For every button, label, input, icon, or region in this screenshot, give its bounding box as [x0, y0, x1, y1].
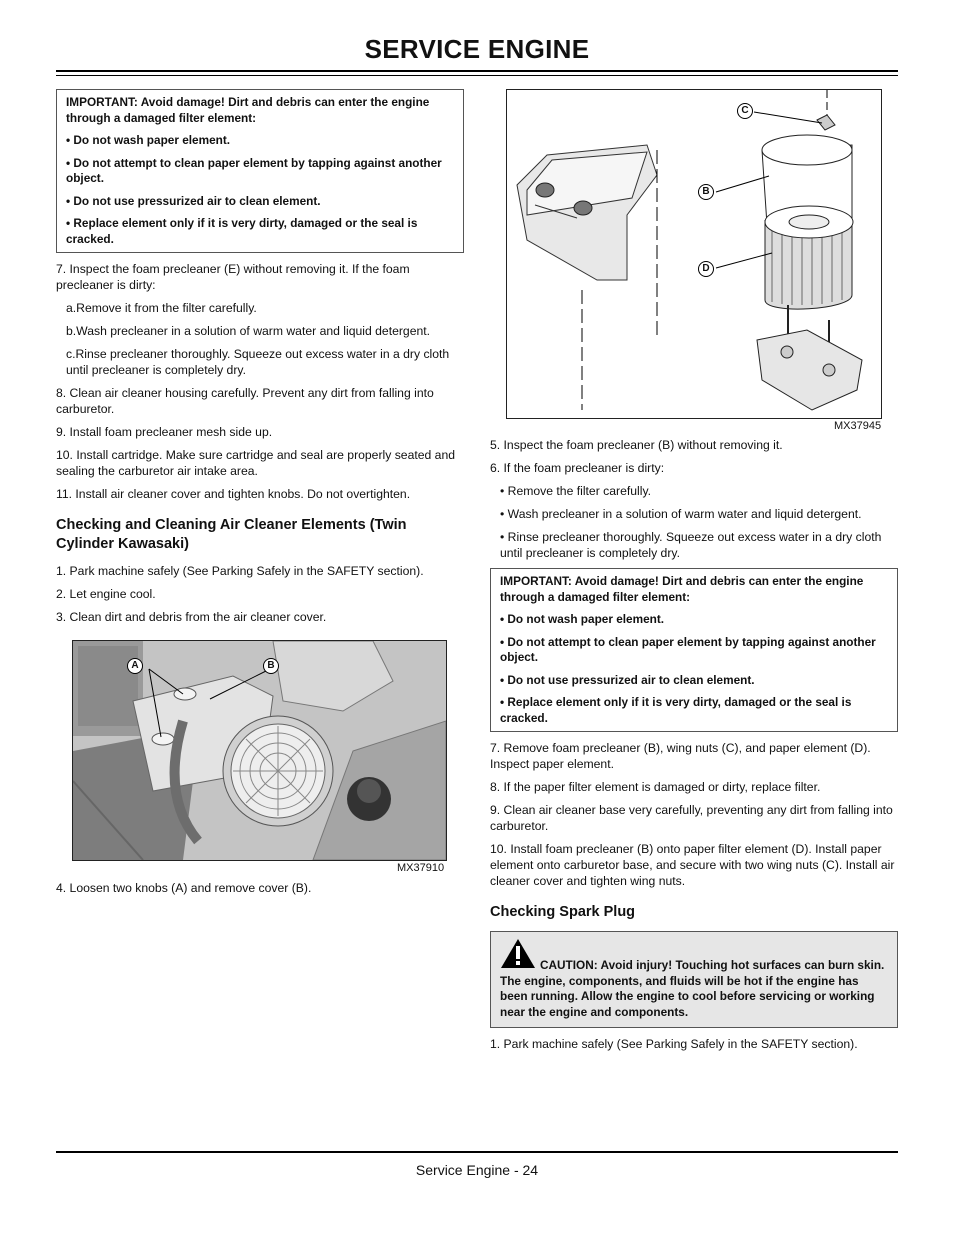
engine-illustration [73, 641, 446, 860]
bullet-wash: • Wash precleaner in a solution of warm water and liquid detergent. [500, 507, 862, 521]
callout-b: B [698, 184, 714, 200]
spark-step-1: 1. Park machine safely (See Parking Safely in the SAFETY section). [490, 1037, 858, 1051]
important-box-right [490, 568, 898, 732]
step-8: 8. If the paper filter element is damaged or dirty, replace filter. [490, 780, 821, 794]
step-9: 9. Install foam precleaner mesh side up. [56, 425, 273, 439]
header-rule-thick [56, 70, 898, 72]
important-item: • Replace element only if it is very dirty, damaged or the seal is cracked. [66, 216, 418, 246]
step-7: 7. Remove foam precleaner (B), wing nuts (C), and paper element (D). Inspect paper element. [490, 741, 871, 771]
caution-text: CAUTION: Avoid injury! Touching hot surfaces can burn skin. The engine, components, and fluids will be hot if the engine has been running. Allow the engine to cool before servicing or working near the engine and components. [500, 958, 885, 1019]
step-10: 10. Install cartridge. Make sure cartridge and seal are properly seated and sealing the carburetor air intake area. [56, 448, 456, 478]
figure-mx37945 [490, 89, 898, 437]
callout-d: D [698, 261, 714, 277]
step-7b: b.Wash precleaner in a solution of warm water and liquid detergent. [66, 324, 431, 338]
step-s3: 3. Clean dirt and debris from the air cleaner cover. [56, 610, 327, 624]
step-8: 8. Clean air cleaner housing carefully. Prevent any dirt from falling into carburetor. [56, 386, 434, 416]
callout-b: B [263, 658, 279, 674]
header-rule-thin [56, 75, 898, 76]
bullet-rinse: • Rinse precleaner thoroughly. Squeeze out excess water in a dry cloth until precleaner is completely dry. [500, 530, 882, 560]
important-item: • Do not attempt to clean paper element by tapping against another object. [66, 155, 442, 185]
callout-a: A [127, 658, 143, 674]
step-s2: 2. Let engine cool. [56, 587, 156, 601]
important-item: • Do not use pressurized air to clean element. [66, 193, 321, 208]
warning-triangle-icon [500, 938, 536, 974]
step-s1: 1. Park machine safely (See Parking Safely in the SAFETY section). [56, 564, 424, 578]
step-10: 10. Install foam precleaner (B) onto paper filter element (D). Install paper element onto carburetor base, and secure with two wing nuts (C). Install air cleaner cover and tighten wing nuts. [490, 842, 895, 888]
important-item: • Do not attempt to clean paper element by tapping against another object. [500, 634, 876, 664]
figure-mx37910 [56, 632, 464, 880]
air-cleaner-diagram [506, 89, 882, 419]
engine-photo [72, 640, 447, 861]
right-column [490, 89, 898, 1059]
step-7: 7. Inspect the foam precleaner (E) without removing it. If the foam precleaner is dirty: [56, 262, 410, 292]
step-9: 9. Clean air cleaner base very carefully, preventing any dirt from falling into carburetor. [490, 803, 893, 833]
caution-box [490, 931, 898, 1028]
section-heading: Checking and Cleaning Air Cleaner Elements (Twin Cylinder Kawasaki) [56, 517, 407, 552]
step-7a: a.Remove it from the filter carefully. [66, 301, 257, 315]
footer-rule [56, 1151, 898, 1153]
important-item: • Do not wash paper element. [500, 612, 665, 626]
important-heading: IMPORTANT: Avoid damage! Dirt and debris can enter the engine through a damaged filter element: [500, 574, 864, 604]
step-7c: c.Rinse precleaner thoroughly. Squeeze out excess water in a dry cloth until precleaner is completely dry. [66, 347, 450, 377]
left-column [56, 89, 464, 903]
page-footer: Service Engine - 24 [415, 1162, 539, 1178]
figure-caption: MX37910 [397, 862, 445, 874]
spark-plug-heading: Checking Spark Plug [490, 904, 636, 920]
air-cleaner-exploded-view [507, 90, 881, 418]
step-6: 6. If the foam precleaner is dirty: [490, 461, 665, 475]
important-item: • Do not wash paper element. [66, 133, 231, 147]
callout-c: C [737, 103, 753, 119]
figure-caption: MX37945 [834, 420, 882, 432]
step-11: 11. Install air cleaner cover and tighten knobs. Do not overtighten. [56, 487, 411, 501]
step-s4: 4. Loosen two knobs (A) and remove cover (B). [56, 881, 312, 895]
bullet-remove: • Remove the filter carefully. [500, 484, 652, 498]
important-item: • Do not use pressurized air to clean element. [500, 672, 755, 687]
important-box-left [56, 89, 464, 253]
important-heading: IMPORTANT: Avoid damage! Dirt and debris can enter the engine through a damaged filter element: [66, 95, 430, 125]
important-item: • Replace element only if it is very dirty, damaged or the seal is cracked. [500, 695, 852, 725]
step-5: 5. Inspect the foam precleaner (B) without removing it. [490, 438, 783, 452]
page-title: SERVICE ENGINE [364, 34, 590, 64]
